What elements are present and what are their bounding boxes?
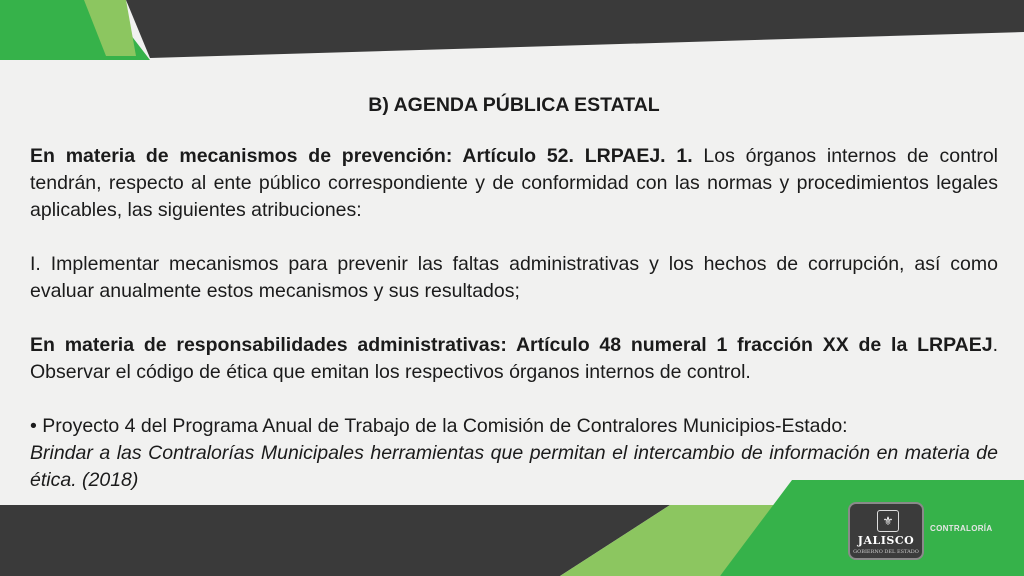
paragraph-responsibilities — [30, 332, 998, 386]
jalisco-logo — [848, 502, 924, 560]
paragraph-fraction-one: I. Implementar mecanismos para prevenir las faltas administrativas y los hechos de corrupción, así como evaluar anualmente estos mecanismos y sus resultados; — [30, 253, 998, 302]
paragraph-project — [30, 413, 998, 494]
paragraph-mechanisms — [30, 143, 998, 224]
coat-of-arms-icon: ⚜ — [877, 510, 899, 532]
project-bullet-text: • Proyecto 4 del Programa Anual de Trabajo de la Comisión de Contralores Municipios-Estado: — [30, 415, 848, 437]
slide-title: B) AGENDA PÚBLICA ESTATAL — [368, 94, 660, 116]
paragraph-responsibilities-heading: En materia de responsabilidades administrativas: Artículo 48 numeral 1 fracción XX de la LRPAEJ — [30, 334, 993, 356]
contraloria-label: CONTRALORÍA — [930, 524, 993, 533]
bottom-dark-band — [0, 505, 670, 576]
paragraph-mechanisms-heading: En materia de mecanismos de prevención: Artículo 52. LRPAEJ. 1. — [30, 145, 693, 167]
paragraph-responsibilities-text: . Observar el código de ética que emitan los respectivos órganos internos de control. — [30, 334, 998, 383]
slide-content — [30, 92, 998, 494]
logo-name: JALISCO — [857, 534, 915, 547]
top-dark-band — [126, 0, 1024, 58]
paragraph-mechanisms-text: Los órganos internos de control tendrán, respecto al ente público correspondiente y de conformidad con las normas y procedimientos legales aplicables, las siguientes atribuciones: — [30, 145, 998, 221]
logo-subtitle: GOBIERNO DEL ESTADO — [853, 549, 919, 555]
project-italic-text: Brindar a las Contralorías Municipales herramientas que permitan el intercambio de información en materia de ética. (2018) — [30, 442, 998, 491]
